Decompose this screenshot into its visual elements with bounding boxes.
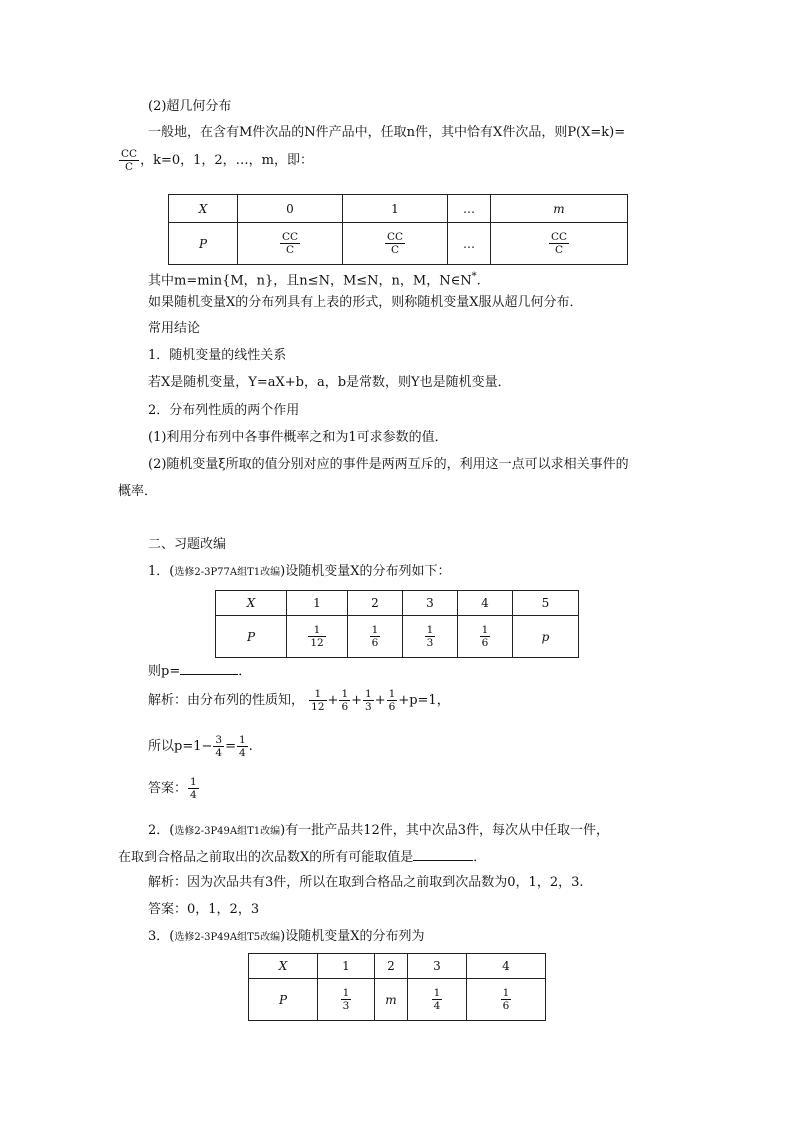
- table-cell: m: [375, 979, 408, 1021]
- common-conclusions-title: 常用结论: [148, 321, 201, 336]
- hypergeo-conclusion: 如果随机变量X的分布列具有上表的形式，则称随机变量X服从超几何分布．: [148, 295, 583, 310]
- hypergeo-formula-fraction: $\frac{CC}{C}$: [121, 148, 138, 173]
- table-cell: 4: [467, 954, 546, 979]
- table-cell: 1: [287, 591, 348, 616]
- common-item1-text: 若X是随机变量，Y=aX+b，a，b是常数，则Y也是随机变量．: [148, 375, 511, 390]
- q2-stem-continued: 在取到合格品之前取出的次品数X的所有可能取值是 ．: [118, 850, 487, 865]
- table-cell: 1: [343, 195, 448, 223]
- q3-stem: 3．(选修2-3P49A组T5改编)设随机变量X的分布列为: [148, 929, 425, 944]
- table-cell: $\frac{1}{4}$: [408, 979, 467, 1021]
- table-header-p: P: [169, 223, 238, 265]
- q1-source: 选修2-3P77A组T1改编: [174, 567, 281, 578]
- table-cell: 4: [458, 591, 513, 616]
- table-cell: 1: [318, 954, 375, 979]
- q2-source: 选修2-3P49A组T1改编: [174, 826, 281, 837]
- table-cell: $\frac{1}{6}$: [458, 616, 513, 658]
- q2-answer-blank: [413, 848, 473, 861]
- table-header-x: X: [169, 195, 238, 223]
- q1-stem: 1．(选修2-3P77A组T1改编)设随机变量X的分布列如下：: [148, 564, 451, 579]
- q1-answer: 答案： $\frac{1}{4}$: [148, 776, 197, 801]
- q3-distribution-table: [248, 953, 546, 1021]
- hypergeo-distribution-table: [168, 194, 628, 265]
- q2-answer: 答案：0，1，2，3: [148, 902, 260, 917]
- exercises-section-title: 二、习题改编: [148, 537, 227, 552]
- table-cell: $\frac{CC}{C}$: [238, 223, 343, 265]
- table-cell: X: [249, 954, 318, 979]
- common-item2-p2-continued: 概率．: [118, 484, 158, 499]
- common-item2-p1: (1)利用分布列中各事件概率之和为1可求参数的值．: [148, 430, 448, 445]
- hypergeo-definition-line2: [118, 148, 313, 173]
- q2-analysis: 解析：因为次品共有3件，所以在取到合格品之前取到次品数为0，1，2，3.: [148, 875, 584, 890]
- table-cell: P: [249, 979, 318, 1021]
- hypergeo-definition-line1: 一般地，在含有M件次品的N件产品中，任取n件，其中恰有X件次品，则P(X=k)=: [148, 125, 626, 140]
- table-cell: p: [513, 616, 579, 658]
- common-item1-title: 1．随机变量的线性关系: [148, 348, 287, 363]
- q1-question: 则p= ．: [148, 664, 252, 679]
- table-cell: 2: [375, 954, 408, 979]
- hypergeo-k-range: ，k=0，1，2，…，m，即：: [140, 153, 313, 168]
- hypergeo-heading: (2)超几何分布: [148, 99, 232, 114]
- table-cell: 3: [403, 591, 458, 616]
- table-cell: m: [491, 195, 628, 223]
- table-cell: 0: [238, 195, 343, 223]
- table-cell: $\frac{1}{3}$: [403, 616, 458, 658]
- q1-therefore: 所以p=1− $\frac{3}{4}$ = $\frac{1}{4}$ .: [148, 734, 253, 759]
- q1-analysis: 解析：由分布列的性质知， $\frac{1}{12}$ + $\frac{1}{6}$ + $\frac{1}{3}$ + $\frac{1}{6}$ +p=1，: [148, 688, 450, 713]
- hypergeo-note: 其中m=min{M，n}，且n≤N，M≤N，n，M，N∈N*.: [148, 271, 481, 289]
- table-cell: $\frac{CC}{C}$: [491, 223, 628, 265]
- table-cell: …: [448, 223, 491, 265]
- table-cell: $\frac{1}{12}$: [287, 616, 348, 658]
- table-cell: P: [216, 616, 287, 658]
- common-item2-title: 2．分布列性质的两个作用: [148, 403, 300, 418]
- common-item2-p2: (2)随机变量ξ所取的值分别对应的事件是两两互斥的，利用这一点可以求相关事件的: [148, 457, 629, 472]
- table-cell: …: [448, 195, 491, 223]
- table-cell: 3: [408, 954, 467, 979]
- table-cell: X: [216, 591, 287, 616]
- table-cell: 2: [348, 591, 403, 616]
- q2-stem: 2．(选修2-3P49A组T1改编)有一批产品共12件，其中次品3件，每次从中任取一件，: [148, 823, 610, 838]
- table-cell: $\frac{1}{6}$: [467, 979, 546, 1021]
- q1-answer-blank: [180, 662, 238, 675]
- q3-source: 选修2-3P49A组T5改编: [174, 932, 281, 943]
- table-cell: $\frac{1}{6}$: [348, 616, 403, 658]
- table-cell: $\frac{1}{3}$: [318, 979, 375, 1021]
- table-cell: 5: [513, 591, 579, 616]
- q1-distribution-table: [215, 590, 579, 658]
- table-cell: $\frac{CC}{C}$: [343, 223, 448, 265]
